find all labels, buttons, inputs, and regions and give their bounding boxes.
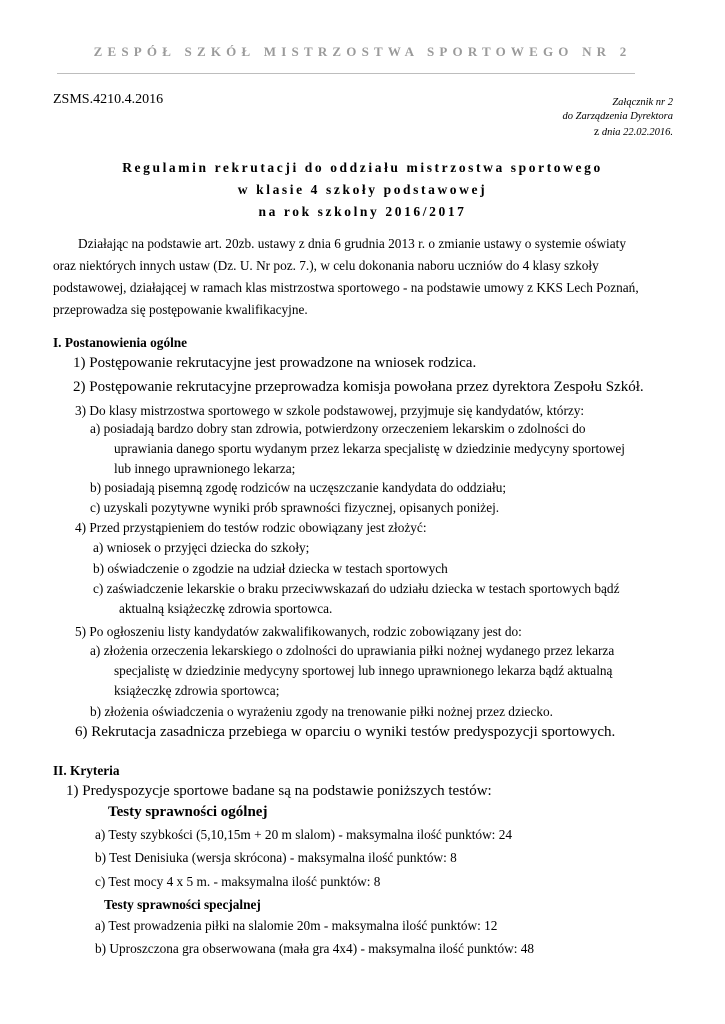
- general-test-a: a) Testy szybkości (5,10,15m + 20 m slalom) - maksymalna ilość punktów: 24: [95, 827, 512, 842]
- title-line-1: Regulamin rekrutacji do oddziału mistrzostwa sportowego: [122, 160, 603, 175]
- general-test-c: c) Test mocy 4 x 5 m. - maksymalna ilość punktów: 8: [95, 874, 381, 889]
- annex-line-3: [563, 124, 673, 140]
- general-test-b: b) Test Denisiuka (wersja skrócona) - maksymalna ilość punktów: 8: [95, 850, 457, 865]
- special-test-b: b) Uproszczona gra obserwowana (mała gra 4x4) - maksymalna ilość punktów: 48: [95, 941, 535, 956]
- title-line-2: w klasie 4 szkoły podstawowej: [237, 182, 488, 197]
- s1-item-4c-line-1: c) zaświadczenie lekarskie o braku przeciwwskazań do udziału dziecka w testach sportowych bądź: [93, 581, 620, 596]
- letterhead: ZESPÓŁ SZKÓŁ MISTRZOSTWA SPORTOWEGO NR 2: [93, 44, 632, 59]
- document-reference: ZSMS.4210.4.2016: [53, 92, 164, 107]
- annex-line-3-prefix: z: [593, 124, 600, 138]
- intro-line-3: podstawowej, działającej w ramach klas mistrzostwa sportowego - na podstawie umowy z KKS Lech Poznań,: [53, 280, 639, 295]
- title-line-3: na rok szkolny 2016/2017: [258, 204, 467, 219]
- intro-line-4: przeprowadza się postępowanie kwalifikacyjne.: [53, 302, 308, 317]
- s1-item-4b: b) oświadczenie o zgodzie na udział dziecka w testach sportowych: [93, 561, 448, 576]
- section-1-heading: I. Postanowienia ogólne: [53, 335, 188, 350]
- general-tests-heading: Testy sprawności ogólnej: [108, 804, 268, 820]
- s1-item-5b: b) złożenia oświadczenia o wyrażeniu zgody na trenowanie piłki nożnej przez dziecko.: [90, 704, 553, 719]
- annex-line-2: do Zarządzenia Dyrektora: [562, 111, 673, 122]
- annex-line-1: Załącznik nr 2: [612, 97, 673, 108]
- intro-line-1: Działając na podstawie art. 20zb. ustawy z dnia 6 grudnia 2013 r. o zmianie ustawy o systemie oświaty: [78, 236, 626, 251]
- annex-note: [563, 96, 673, 140]
- s1-item-3a-line-3: lub innego uprawnionego lekarza;: [114, 461, 296, 476]
- s1-item-5: 5) Po ogłoszeniu listy kandydatów zakwalifikowanych, rodzic zobowiązany jest do:: [75, 624, 522, 639]
- s1-item-2: 2) Postępowanie rekrutacyjne przeprowadza komisja powołana przez dyrektora Zespołu Szkół.: [73, 379, 644, 395]
- s1-item-3: 3) Do klasy mistrzostwa sportowego w szkole podstawowej, przyjmuje się kandydatów, którzy:: [75, 403, 585, 418]
- s1-item-5a-line-3: książeczkę zdrowia sportowca;: [114, 683, 280, 698]
- s1-item-5a-line-1: a) złożenia orzeczenia lekarskiego o zdolności do uprawiania piłki nożnej wydanego przez lekarza: [90, 643, 615, 658]
- s1-item-3b: b) posiadają pisemną zgodę rodziców na uczęszczanie kandydata do oddziału;: [90, 480, 507, 495]
- s1-item-4c-line-2: aktualną książeczkę zdrowia sportowca.: [119, 601, 333, 616]
- s1-item-3c: c) uzyskali pozytywne wyniki prób sprawności fizycznej, opisanych poniżej.: [90, 500, 500, 515]
- s1-item-3a-line-2: uprawiania danego sportu wydanym przez lekarza specjalistę w dziedzinie medycyny sportowej: [114, 441, 626, 456]
- s1-item-1: 1) Postępowanie rekrutacyjne jest prowadzone na wniosek rodzica.: [73, 355, 477, 371]
- s1-item-3a-line-1: a) posiadają bardzo dobry stan zdrowia, potwierdzony orzeczeniem lekarskim o zdolności do: [90, 421, 586, 436]
- annex-line-3-rest: dnia 22.02.2016.: [601, 127, 673, 138]
- s2-item-1: 1) Predyspozycje sportowe badane są na podstawie poniższych testów:: [66, 783, 492, 799]
- intro-line-2: oraz niektórych innych ustaw (Dz. U. Nr poz. 7.), w celu dokonania naboru uczniów do 4 klasy szkoły: [53, 258, 599, 273]
- letterhead-divider: [57, 73, 635, 74]
- section-2-heading: II. Kryteria: [53, 763, 120, 778]
- s1-item-4: 4) Przed przystąpieniem do testów rodzic obowiązany jest złożyć:: [75, 520, 427, 535]
- special-tests-heading: Testy sprawności specjalnej: [104, 897, 261, 912]
- s1-item-6: 6) Rekrutacja zasadnicza przebiega w oparciu o wyniki testów predyspozycji sportowych.: [75, 724, 616, 740]
- special-test-a: a) Test prowadzenia piłki na slalomie 20m - maksymalna ilość punktów: 12: [95, 918, 498, 933]
- s1-item-5a-line-2: specjalistę w dziedzinie medycyny sportowej lub innego uprawnionego lekarza bądź aktualną: [114, 663, 613, 678]
- s1-item-4a: a) wniosek o przyjęci dziecka do szkoły;: [93, 540, 310, 555]
